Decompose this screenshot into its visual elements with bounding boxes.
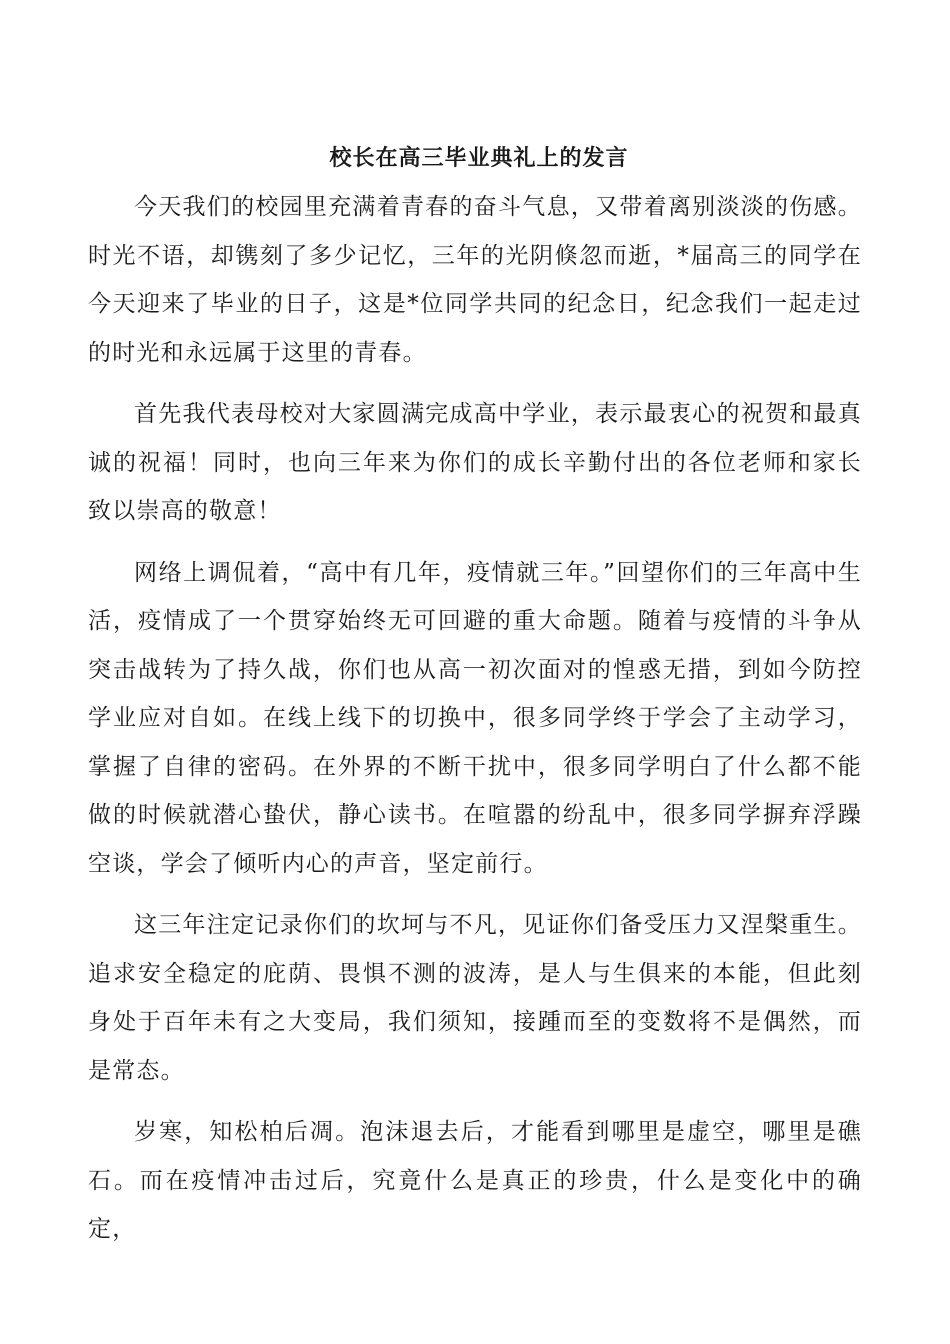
paragraph-opening: 今天我们的校园里充满着青春的奋斗气息，又带着离别淡淡的伤感。时光不语，却镌刻了多少记忆，三年的光阴倏忽而逝，*届高三的同学在今天迎来了毕业的日子，这是*位同学共同的纪念日，纪念我们一起走过的时光和永远属于这里的青春。: [88, 194, 862, 366]
paragraph-pine-cypress: 岁寒，知松柏后凋。泡沫退去后，才能看到哪里是虚空，哪里是礁石。而在疫情冲击过后，究竟什么是真正的珍贵，什么是变化中的确定，: [88, 1119, 862, 1242]
paragraph-congratulations: 首先我代表母校对大家圆满完成高中学业，表示最衷心的祝贺和最真诚的祝福！同时，也向三年来为你们的成长辛勤付出的各位老师和家长致以崇高的敬意！: [88, 401, 862, 524]
paragraph-pandemic-years: 网络上调侃着，“高中有几年，疫情就三年。”回望你们的三年高中生活，疫情成了一个贯穿始终无可回避的重大命题。随着与疫情的斗争从突击战转为了持久战，你们也从高一初次面对的惶惑无措，到如今防控学业应对自如。在线上线下的切换中，很多同学终于学会了主动学习，掌握了自律的密码。在外界的不断干扰中，很多同学明白了什么都不能做的时候就潜心蛰伏，静心读书。在喧嚣的纷乱中，很多同学摒弃浮躁空谈，学会了倾听内心的声音，坚定前行。: [88, 559, 862, 877]
paragraph-rebirth: 这三年注定记录你们的坎坷与不凡，见证你们备受压力又涅槃重生。追求安全稳定的庇荫、畏惧不测的波涛，是人与生俱来的本能，但此刻身处于百年未有之大变局，我们须知，接踵而至的变数将不是偶然，而是常态。: [88, 912, 862, 1084]
document-title: 校长在高三毕业典礼上的发言: [329, 145, 629, 171]
